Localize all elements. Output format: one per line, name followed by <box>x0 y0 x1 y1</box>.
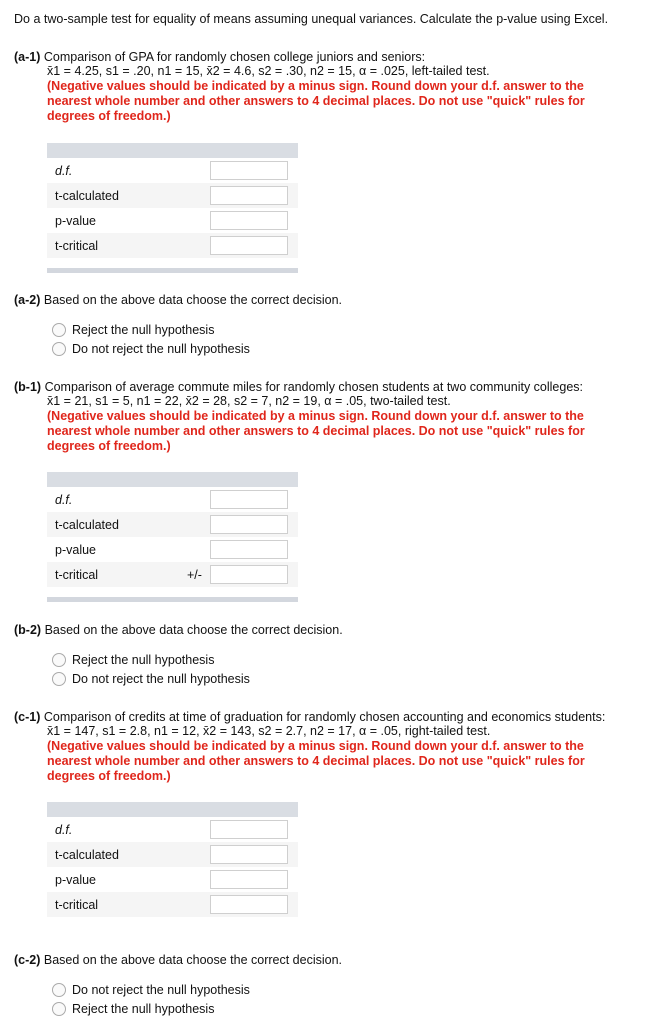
section-label: (a-1) <box>14 50 41 64</box>
df-input[interactable] <box>210 490 288 509</box>
option-label: Reject the null hypothesis <box>72 322 215 337</box>
t-critical-input[interactable] <box>210 565 288 584</box>
instructions: (Negative values should be indicated by a minus sign. Round down your d.f. answer to the nearest whole number and other answers to 4 decimal places. Do not use "quick" rules for degrees of freedom.) <box>47 739 585 783</box>
radio-option[interactable] <box>14 320 342 339</box>
section-c2 <box>14 953 342 1018</box>
radio-option[interactable] <box>14 980 342 999</box>
p-value-input[interactable] <box>210 540 288 559</box>
option-label: Reject the null hypothesis <box>72 1001 215 1016</box>
row-label: d.f. <box>55 492 73 507</box>
plus-minus-label: +/- <box>187 567 202 582</box>
table-header-bar <box>47 472 298 487</box>
row-label: p-value <box>55 213 96 228</box>
row-label: p-value <box>55 542 96 557</box>
df-input[interactable] <box>210 820 288 839</box>
row-label: t-calculated <box>55 847 119 862</box>
question-text: Based on the above data choose the correct decision. <box>43 293 343 307</box>
instructions: (Negative values should be indicated by a minus sign. Round down your d.f. answer to the nearest whole number and other answers to 4 decimal places. Do not use "quick" rules for degrees of freedom.) <box>47 79 585 123</box>
section-title: Comparison of average commute miles for randomly chosen students at two community colleges: <box>44 380 583 394</box>
row-label: t-calculated <box>55 188 119 203</box>
row-label: t-critical <box>55 567 99 582</box>
radio-option[interactable] <box>14 669 343 688</box>
intro-text: Do a two-sample test for equality of means assuming unequal variances. Calculate the p-value using Excel. <box>14 12 609 26</box>
radio-circle-icon[interactable] <box>52 983 66 997</box>
radio-circle-icon[interactable] <box>52 672 66 686</box>
t-calculated-input[interactable] <box>210 515 288 534</box>
section-a2 <box>14 293 342 358</box>
answer-table-b1 <box>47 472 298 602</box>
p-value-input[interactable] <box>210 211 288 230</box>
row-label: t-critical <box>55 897 99 912</box>
table-header-bar <box>47 143 298 158</box>
row-label: p-value <box>55 872 96 887</box>
t-critical-input[interactable] <box>210 236 288 255</box>
question-text: Based on the above data choose the correct decision. <box>44 623 343 637</box>
section-label: (b-2) <box>14 623 42 637</box>
section-label: (b-1) <box>14 380 42 394</box>
radio-circle-icon[interactable] <box>52 1002 66 1016</box>
section-c1 <box>14 710 622 784</box>
given-data: x̄1 = 4.25, s1 = .20, n1 = 15, x̄2 = 4.6, s2 = .30, n2 = 15, α = .025, left-tailed test. <box>47 64 490 78</box>
table-header-bar <box>47 802 298 817</box>
section-title: Comparison of GPA for randomly chosen college juniors and seniors: <box>43 50 426 64</box>
section-b1 <box>14 380 622 454</box>
radio-option[interactable] <box>14 650 343 669</box>
option-label: Reject the null hypothesis <box>72 652 215 667</box>
table-footer-bar <box>47 268 298 273</box>
section-label: (c-2) <box>14 953 41 967</box>
row-label: d.f. <box>55 822 73 837</box>
radio-option[interactable] <box>14 339 342 358</box>
option-label: Do not reject the null hypothesis <box>72 341 250 356</box>
df-input[interactable] <box>210 161 288 180</box>
t-calculated-input[interactable] <box>210 845 288 864</box>
p-value-input[interactable] <box>210 870 288 889</box>
t-critical-input[interactable] <box>210 895 288 914</box>
section-title: Comparison of credits at time of graduation for randomly chosen accounting and economics students: <box>43 710 606 724</box>
option-label: Do not reject the null hypothesis <box>72 982 250 997</box>
row-label: t-calculated <box>55 517 119 532</box>
given-data: x̄1 = 147, s1 = 2.8, n1 = 12, x̄2 = 143, s2 = 2.7, n2 = 17, α = .05, right-tailed test. <box>47 724 491 738</box>
answer-table-c1 <box>47 802 298 917</box>
question-text: Based on the above data choose the correct decision. <box>43 953 343 967</box>
t-calculated-input[interactable] <box>210 186 288 205</box>
section-a1 <box>14 50 622 124</box>
section-label: (c-1) <box>14 710 41 724</box>
given-data: x̄1 = 21, s1 = 5, n1 = 22, x̄2 = 28, s2 = 7, n2 = 19, α = .05, two-tailed test. <box>47 394 451 408</box>
radio-option[interactable] <box>14 999 342 1018</box>
section-label: (a-2) <box>14 293 41 307</box>
radio-circle-icon[interactable] <box>52 323 66 337</box>
table-footer-bar <box>47 597 298 602</box>
radio-circle-icon[interactable] <box>52 342 66 356</box>
row-label: d.f. <box>55 163 73 178</box>
radio-circle-icon[interactable] <box>52 653 66 667</box>
instructions: (Negative values should be indicated by a minus sign. Round down your d.f. answer to the nearest whole number and other answers to 4 decimal places. Do not use "quick" rules for degrees of freedom.) <box>47 409 585 453</box>
section-b2 <box>14 623 343 688</box>
answer-table-a1 <box>47 143 298 273</box>
row-label: t-critical <box>55 238 99 253</box>
option-label: Do not reject the null hypothesis <box>72 671 250 686</box>
